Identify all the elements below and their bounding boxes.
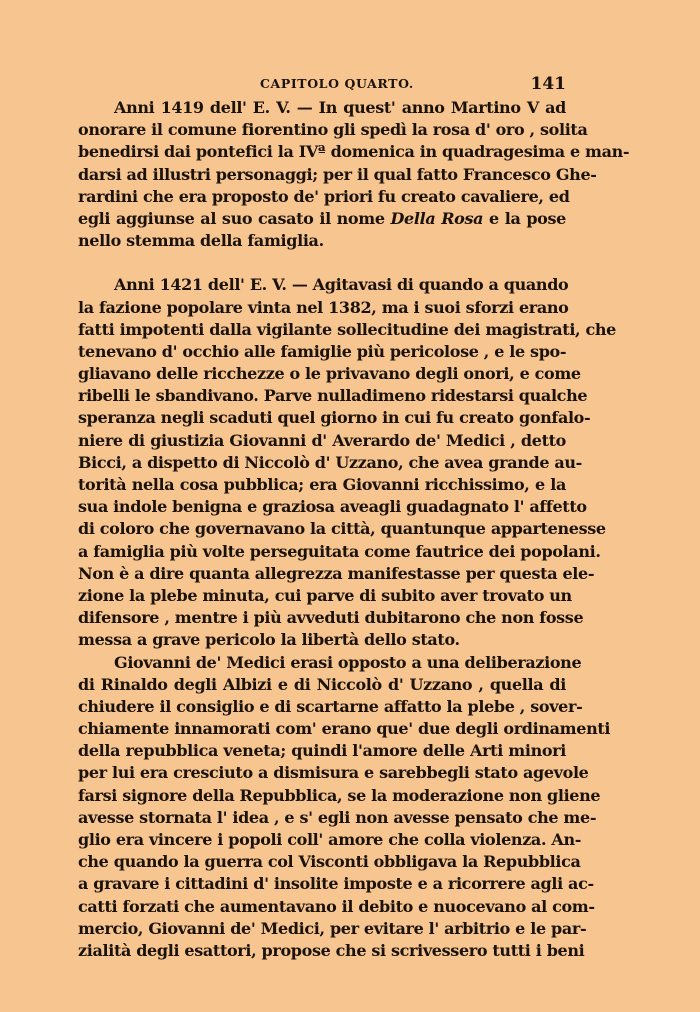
running-title: CAPITOLO QUARTO. xyxy=(260,76,414,91)
text-line: mercio, Giovanni de' Medici, per evitare l' arbitrio e le par- xyxy=(78,918,587,938)
text-line: Giovanni de' Medici erasi opposto a una deliberazione xyxy=(114,652,582,672)
text-line: tenevano d' occhio alle famiglie più pericolose , e le spo- xyxy=(78,341,567,361)
text-line: farsi signore della Repubblica, se la moderazione non gliene xyxy=(78,785,601,805)
text-line: chiamente innamorati com' erano que' due degli ordinamenti xyxy=(78,719,611,739)
text-line: la fazione popolare vinta nel 1382, ma i suoi sforzi erano xyxy=(78,297,569,317)
text-segment: egli aggiunse al suo casato il nome xyxy=(78,208,385,228)
italic-surname: Della Rosa xyxy=(390,208,484,228)
text-segment: e la pose xyxy=(489,208,566,228)
text-line: per lui era cresciuto a dismisura e sarebbegli stato agevole xyxy=(78,763,589,783)
text-line: zialità degli esattori, propose che si scrivessero tutti i beni xyxy=(78,940,585,960)
text-line: speranza negli scaduti quel giorno in cui fu creato gonfalo- xyxy=(78,408,591,428)
text-line: a gravare i cittadini d' insolite imposte e a ricorrere agli ac- xyxy=(78,874,594,894)
text-line: Anni 1421 dell' E. V. — Agitavasi di quando a quando xyxy=(114,275,569,295)
text-line: chiudere il consiglio e di scartarne affatto la plebe , sover- xyxy=(78,696,583,716)
page-header xyxy=(78,74,566,96)
text-line: darsi ad illustri personaggi; per il qual fatto Francesco Ghe- xyxy=(78,164,597,184)
text-line: sua indole benigna e graziosa aveagli guadagnato l' affetto xyxy=(78,497,587,517)
text-line: benedirsi dai pontefici la IVª domenica in quadragesima e man- xyxy=(78,142,630,162)
text-line: di Rinaldo degli Albizi e di Niccolò d' Uzzano , quella di xyxy=(78,674,566,694)
text-line: messa a grave pericolo la libertà dello stato. xyxy=(78,630,460,650)
text-line: Anni 1419 dell' E. V. — In quest' anno Martino V ad xyxy=(114,98,566,117)
text-line: della repubblica veneta; quindi l'amore delle Arti minori xyxy=(78,741,566,761)
text-line-mixed xyxy=(78,208,566,230)
text-line: che quando la guerra col Visconti obbligava la Repubblica xyxy=(78,852,581,872)
body-text xyxy=(78,97,630,962)
text-line: Bicci, a dispetto di Niccolò d' Uzzano, che avea grande au- xyxy=(78,452,582,472)
paragraph-1 xyxy=(78,97,630,252)
text-line: niere di giustizia Giovanni d' Averardo de' Medici , detto xyxy=(78,430,566,450)
paragraph-3 xyxy=(78,652,611,963)
paragraph-2 xyxy=(78,274,616,651)
text-line: a famiglia più volte perseguitata come fautrice dei popolani. xyxy=(78,541,601,561)
text-line: gliavano delle ricchezze o le privavano degli onori, e come xyxy=(78,364,581,384)
text-line: onorare il comune fiorentino gli spedì la rosa d' oro , solita xyxy=(78,120,588,140)
page-number: 141 xyxy=(530,74,566,94)
text-line: avesse stornata l' idea , e s' egli non avesse pensato che me- xyxy=(78,807,597,827)
text-line: glio era vincere i popoli coll' amore che colla violenza. An- xyxy=(78,830,582,849)
text-line: ribelli le sbandivano. Parve nulladimeno ridestarsi qualche xyxy=(78,386,588,406)
paragraph-gap xyxy=(78,252,566,274)
text-line: catti forzati che aumentavano il debito e nuocevano al com- xyxy=(78,896,595,916)
text-line: difensore , mentre i più avveduti dubitarono che non fosse xyxy=(78,608,584,628)
text-line: nello stemma della famiglia. xyxy=(78,231,324,251)
text-line: fatti impotenti dalla vigilante sollecitudine dei magistrati, che xyxy=(78,319,616,339)
text-line: di coloro che governavano la città, quantunque appartenesse xyxy=(78,519,606,539)
text-line: rardini che era proposto de' priori fu creato cavaliere, ed xyxy=(78,186,570,206)
text-line: torità nella cosa pubblica; era Giovanni ricchissimo, e la xyxy=(78,475,566,494)
text-line: zione la plebe minuta, cui parve di subito aver trovato un xyxy=(78,585,572,605)
text-line: Non è a dire quanta allegrezza manifestasse per questa ele- xyxy=(78,563,595,583)
